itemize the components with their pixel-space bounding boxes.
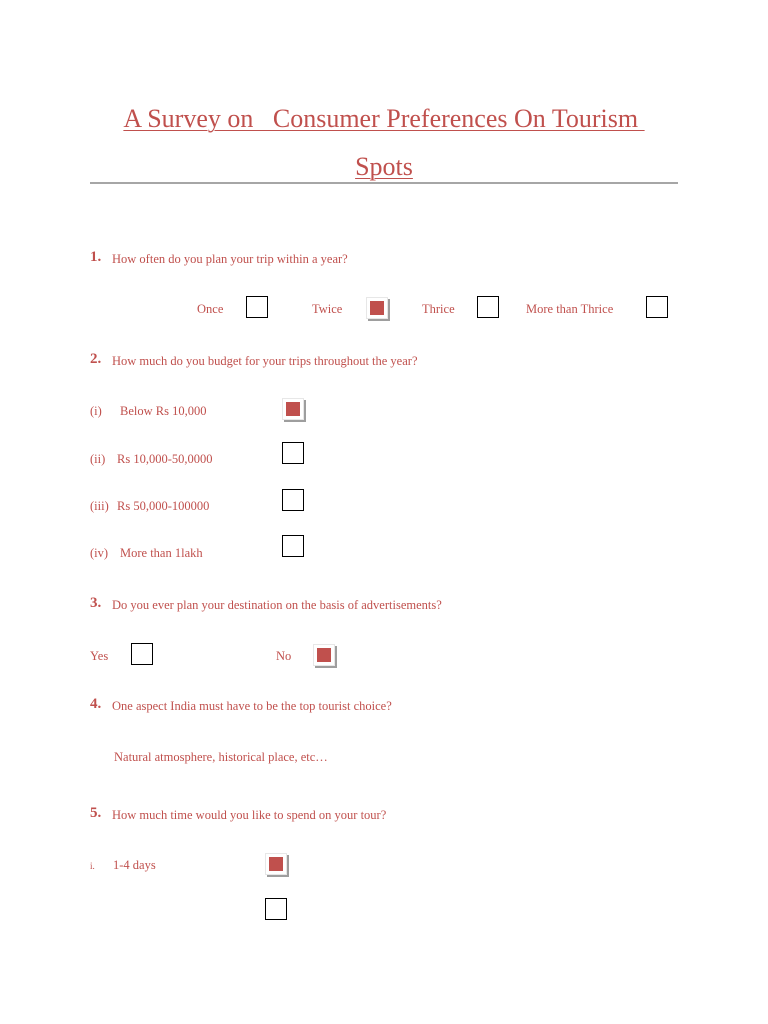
question-4-number: 4.: [90, 696, 102, 712]
question-4-text: One aspect India must have to be the top tourist choice?: [112, 699, 392, 713]
q2-option-4-checkbox[interactable]: [282, 535, 304, 557]
q1-option-thrice-checkbox[interactable]: [477, 296, 499, 318]
q2-option-4-marker: (iv): [90, 546, 109, 560]
q1-option-thrice-label: Thrice: [422, 302, 455, 316]
q2-option-3-label: Rs 50,000-100000: [117, 499, 210, 513]
q2-option-1-marker: (i): [90, 404, 102, 418]
q1-option-more-than-thrice-label: More than Thrice: [526, 302, 614, 316]
q4-answer-text: Natural atmosphere, historical place, etc…: [114, 750, 328, 764]
question-5-number: 5.: [90, 805, 102, 821]
q3-option-yes-checkbox[interactable]: [131, 643, 153, 665]
survey-title-line-1: A Survey on Consumer Preferences On Tourism: [123, 104, 645, 133]
q2-option-3-marker: (iii): [90, 499, 109, 513]
survey-title-line-2: Spots: [355, 152, 413, 181]
q2-option-2-checkbox[interactable]: [282, 442, 304, 464]
question-2-text: How much do you budget for your trips throughout the year?: [112, 354, 418, 368]
q5-option-2-checkbox[interactable]: [265, 898, 287, 920]
question-2-number: 2.: [90, 351, 102, 367]
question-1-number: 1.: [90, 249, 102, 265]
q1-option-twice-label: Twice: [312, 302, 343, 316]
q5-option-1-marker: i.: [90, 861, 95, 871]
question-3-text: Do you ever plan your destination on the basis of advertisements?: [112, 598, 442, 612]
q2-option-1-checkbox[interactable]: [282, 398, 304, 420]
q2-option-2-label: Rs 10,000-50,0000: [117, 452, 213, 466]
q5-option-1-checkbox[interactable]: [265, 853, 287, 875]
q2-option-4-label: More than 1lakh: [120, 546, 203, 560]
title-divider: [90, 182, 678, 184]
q2-option-3-checkbox[interactable]: [282, 489, 304, 511]
q1-option-once-checkbox[interactable]: [246, 296, 268, 318]
question-3-number: 3.: [90, 595, 102, 611]
q2-option-2-marker: (ii): [90, 452, 106, 466]
q1-option-once-label: Once: [197, 302, 224, 316]
q2-option-1-label: Below Rs 10,000: [120, 404, 207, 418]
q1-option-twice-checkbox[interactable]: [366, 297, 388, 319]
q3-option-no-checkbox[interactable]: [313, 644, 335, 666]
q5-option-1-label: 1-4 days: [113, 858, 156, 872]
q3-option-yes-label: Yes: [90, 649, 109, 663]
q1-option-more-than-thrice-checkbox[interactable]: [646, 296, 668, 318]
question-5-text: How much time would you like to spend on your tour?: [112, 808, 387, 822]
question-1-text: How often do you plan your trip within a year?: [112, 252, 348, 266]
q3-option-no-label: No: [276, 649, 292, 663]
